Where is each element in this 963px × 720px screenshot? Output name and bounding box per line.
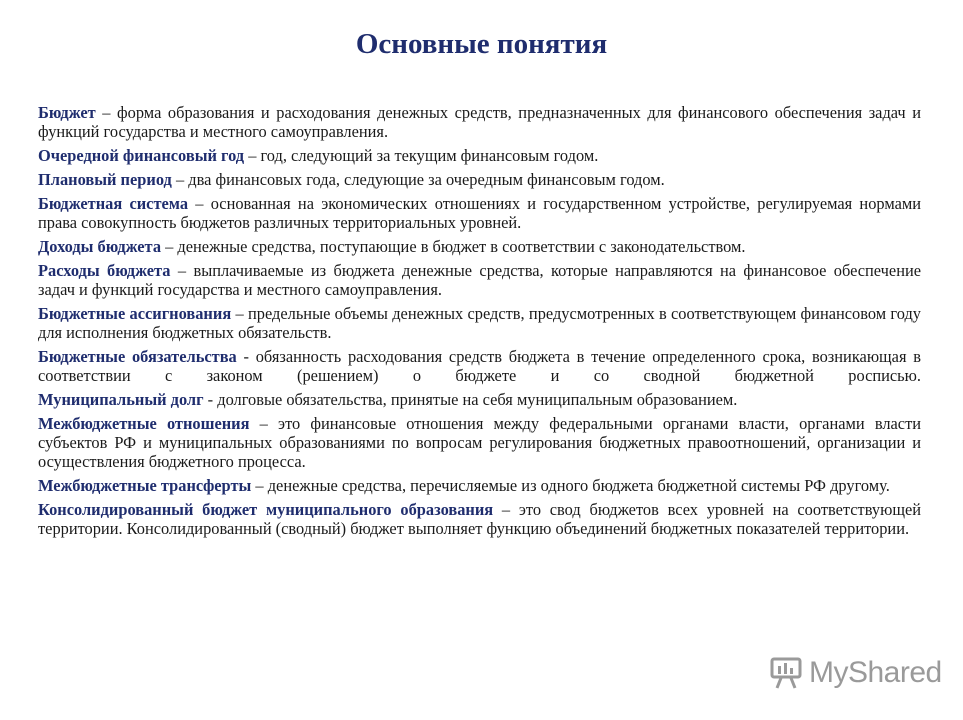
definition-term: Межбюджетные трансферты	[38, 476, 252, 495]
definition-item	[38, 347, 921, 385]
definition-text: форма образования и расходования денежных средств, предназначенных для финансового обеспечения задач и функций государства и местного самоуправления.	[38, 103, 921, 141]
definition-item	[38, 194, 921, 232]
definition-text: денежные средства, поступающие в бюджет в соответствии с законодательством.	[177, 237, 746, 256]
definition-term: Бюджетные обязательства	[38, 347, 237, 366]
definition-separator: –	[95, 103, 118, 122]
definition-text: это свод бюджетов всех уровней на соответствующей территории. Консолидированный (сводный) бюджет выполняет функцию объединений бюджетных показателей территории.	[38, 500, 921, 538]
definition-item	[38, 170, 921, 189]
definition-separator: –	[251, 476, 268, 495]
definition-item	[38, 304, 921, 342]
definition-term: Бюджетная система	[38, 194, 189, 213]
definition-text: обязанность расходования средств бюджета в течение определенного срока, возникающая в соответствии с законом (решением) о бюджете и со сводной бюджетной росписью.	[38, 347, 921, 385]
definition-separator: –	[170, 261, 194, 280]
definition-separator: -	[236, 347, 256, 366]
definition-separator: –	[161, 237, 178, 256]
watermark-logo	[770, 656, 942, 690]
definition-separator: –	[188, 194, 211, 213]
definition-term: Бюджетные ассигнования	[38, 304, 232, 323]
definition-separator: –	[244, 146, 261, 165]
definition-term: Межбюджетные отношения	[38, 414, 250, 433]
definition-item	[38, 476, 921, 495]
definition-term: Муниципальный долг	[38, 390, 204, 409]
definition-item	[38, 261, 921, 299]
definition-term: Бюджет	[38, 103, 96, 122]
definition-separator: –	[231, 304, 248, 323]
definition-text: два финансовых года, следующие за очередным финансовым годом.	[188, 170, 665, 189]
definition-text: год, следующий за текущим финансовым годом.	[260, 146, 599, 165]
definition-text: долговые обязательства, принятые на себя муниципальным образованием.	[217, 390, 738, 409]
definition-text: выплачиваемые из бюджета денежные средства, которые направляются на финансовое обеспечение задач и функций государства и местного самоуправления.	[38, 261, 922, 299]
definition-separator: –	[493, 500, 519, 519]
presentation-screen-icon	[770, 656, 802, 690]
definition-term: Очередной финансовый год	[38, 146, 245, 165]
definition-term: Плановый период	[38, 170, 172, 189]
definition-text: предельные объемы денежных средств, предусмотренных в соответствующем финансовом году для исполнения бюджетных обязательств.	[38, 304, 921, 342]
definition-term: Доходы бюджета	[38, 237, 162, 256]
definition-item	[38, 103, 921, 141]
watermark-text: MyShared	[809, 656, 942, 689]
definition-item	[38, 237, 921, 256]
definition-text: это финансовые отношения между федеральными органами власти, органами власти субъектов РФ и муниципальных образованиями по вопросам регулирования бюджетных правоотношений, организации и осуществления бюджетного процесса.	[38, 414, 922, 471]
definitions-list	[38, 103, 921, 543]
definition-item	[38, 146, 921, 165]
definition-text: денежные средства, перечисляемые из одного бюджета бюджетной системы РФ другому.	[267, 476, 890, 495]
definition-item	[38, 414, 921, 471]
definition-item	[38, 390, 921, 409]
definition-term: Консолидированный бюджет муниципального образования	[38, 500, 494, 519]
definition-text: основанная на экономических отношениях и государственном устройстве, регулируемая нормами права совокупность бюджетов различных территориальных уровней.	[38, 194, 922, 232]
definition-separator: –	[171, 170, 189, 189]
definition-separator: -	[203, 390, 218, 409]
page-title: Основные понятия	[355, 28, 608, 60]
definition-item	[38, 500, 921, 538]
definition-term: Расходы бюджета	[38, 261, 171, 280]
definition-separator: –	[249, 414, 279, 433]
